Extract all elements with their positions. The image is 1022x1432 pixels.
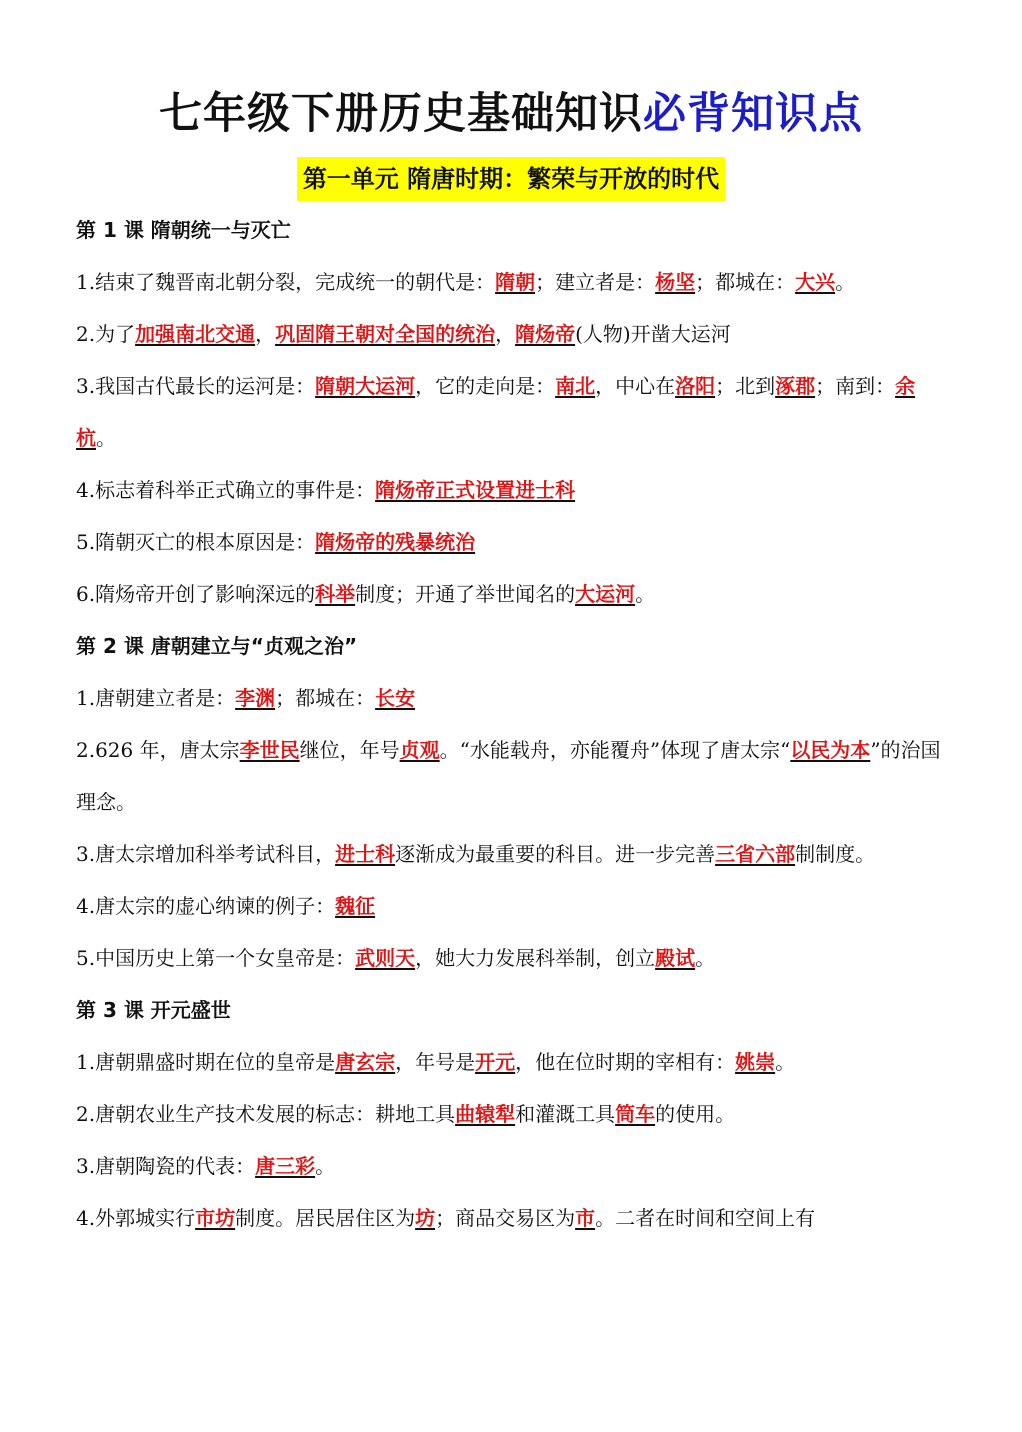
key-term: 加强南北交通 [135, 322, 256, 346]
knowledge-item [76, 880, 950, 932]
item-text: 2.626 年，唐太宗 [76, 738, 240, 762]
item-text: 制度。居民居住区为 [235, 1206, 416, 1230]
key-term: 市 [575, 1206, 596, 1230]
item-text: ；都城在： [695, 270, 796, 294]
item-text: 。 [96, 426, 116, 450]
knowledge-item [76, 1140, 950, 1192]
item-text: 5.隋朝灭亡的根本原因是： [76, 530, 316, 554]
key-term: 姚崇 [735, 1050, 776, 1074]
key-term: 三省六部 [715, 842, 796, 866]
item-text: 制制度。 [795, 842, 876, 866]
knowledge-item [76, 516, 950, 568]
knowledge-item [76, 308, 950, 360]
knowledge-item [76, 1192, 950, 1244]
lesson-section [76, 620, 950, 984]
lesson-heading: 第 3 课 开元盛世 [76, 998, 231, 1022]
item-text: 。“水能载舟，亦能覆舟”体现了唐太宗“ [439, 738, 791, 762]
item-text: 。 [315, 1154, 336, 1178]
key-term: 唐玄宗 [335, 1050, 396, 1074]
key-term: 进士科 [335, 842, 396, 866]
key-term: 隋炀帝的残暴统治 [315, 530, 476, 554]
item-text: ；商品交易区为 [435, 1206, 576, 1230]
lesson-section [76, 984, 950, 1244]
key-term: 巩固隋王朝对全国的统治 [275, 322, 496, 346]
key-term: 洛阳 [675, 374, 716, 398]
page-title [0, 84, 1022, 144]
key-term: 魏征 [335, 894, 376, 918]
key-term: 以民为本 [790, 738, 871, 762]
knowledge-item [76, 932, 950, 984]
item-text: 的使用。 [655, 1102, 736, 1126]
item-text: 逐渐成为最重要的科目。进一步完善 [395, 842, 716, 866]
item-text: 。 [635, 582, 656, 606]
key-term: 武则天 [355, 946, 416, 970]
key-term: 长安 [375, 686, 416, 710]
key-term: 曲辕犁 [455, 1102, 516, 1126]
knowledge-item [76, 568, 950, 620]
lesson-section [76, 204, 950, 620]
item-text: 1.唐朝建立者是： [76, 686, 236, 710]
knowledge-item [76, 1088, 950, 1140]
unit-banner [0, 157, 1022, 201]
item-text: 制度；开通了举世闻名的 [355, 582, 576, 606]
knowledge-item [76, 256, 950, 308]
key-term: 唐三彩 [255, 1154, 316, 1178]
item-text: 3.唐朝陶瓷的代表： [76, 1154, 256, 1178]
item-text: 1.唐朝鼎盛时期在位的皇帝是 [76, 1050, 336, 1074]
unit-title: 第一单元 隋唐时期：繁荣与开放的时代 [297, 157, 725, 201]
item-text: 4.唐太宗的虚心纳谏的例子： [76, 894, 336, 918]
item-text: ；南到： [815, 374, 896, 398]
key-term: 贞观 [399, 738, 440, 762]
item-text: 。二者在时间和空间上有 [595, 1206, 816, 1230]
key-term: 隋朝大运河 [315, 374, 416, 398]
item-text: 2.为了 [76, 322, 136, 346]
item-text: ，她大力发展科举制，创立 [415, 946, 656, 970]
knowledge-item [76, 360, 950, 464]
item-text: 。 [695, 946, 716, 970]
item-text: 继位，年号 [299, 738, 400, 762]
item-text: 4.外郭城实行 [76, 1206, 196, 1230]
item-text: (人物)开凿大运河 [575, 322, 731, 346]
item-text: 3.唐太宗增加科举考试科目， [76, 842, 336, 866]
knowledge-item [76, 464, 950, 516]
key-term: 南北 [555, 374, 596, 398]
title-main: 七年级下册历史基础知识 [159, 89, 643, 139]
item-text: ；建立者是： [535, 270, 656, 294]
key-term: 市坊 [195, 1206, 236, 1230]
item-text: ；北到 [715, 374, 776, 398]
lesson-heading: 第 1 课 隋朝统一与灭亡 [76, 218, 291, 242]
title-accent: 必背知识点 [643, 89, 863, 139]
item-text: 和灌溉工具 [515, 1102, 616, 1126]
key-term: 涿郡 [775, 374, 816, 398]
knowledge-item [76, 724, 950, 828]
knowledge-item [76, 672, 950, 724]
key-term: 殿试 [655, 946, 696, 970]
lesson-heading: 第 2 课 唐朝建立与“贞观之治” [76, 634, 358, 658]
key-term: 筒车 [615, 1102, 656, 1126]
item-text: ，他在位时期的宰相有： [515, 1050, 736, 1074]
key-term: 李世民 [239, 738, 300, 762]
item-text: 。 [775, 1050, 796, 1074]
item-text: 。 [835, 270, 856, 294]
key-term: 坊 [415, 1206, 436, 1230]
lesson-content [76, 204, 950, 1244]
item-text: ；都城在： [275, 686, 376, 710]
key-term: 隋炀帝 [515, 322, 576, 346]
item-text: 6.隋炀帝开创了影响深远的 [76, 582, 316, 606]
item-text: ， [255, 322, 276, 346]
item-text: 4.标志着科举正式确立的事件是： [76, 478, 376, 502]
knowledge-item [76, 828, 950, 880]
key-term: 余杭 [76, 374, 916, 450]
item-text: ，它的走向是： [415, 374, 556, 398]
key-term: 隋朝 [495, 270, 536, 294]
item-text: ，年号是 [395, 1050, 476, 1074]
key-term: 大运河 [575, 582, 636, 606]
item-text: 2.唐朝农业生产技术发展的标志：耕地工具 [76, 1102, 456, 1126]
item-text: 3.我国古代最长的运河是： [76, 374, 316, 398]
knowledge-item [76, 1036, 950, 1088]
key-term: 开元 [475, 1050, 516, 1074]
item-text: ”的治国理念。 [76, 738, 941, 814]
key-term: 大兴 [795, 270, 836, 294]
item-text: ，中心在 [595, 374, 676, 398]
key-term: 杨坚 [655, 270, 696, 294]
key-term: 隋炀帝正式设置进士科 [375, 478, 576, 502]
key-term: 李渊 [235, 686, 276, 710]
item-text: 1.结束了魏晋南北朝分裂，完成统一的朝代是： [76, 270, 496, 294]
item-text: ， [495, 322, 516, 346]
item-text: 5.中国历史上第一个女皇帝是： [76, 946, 356, 970]
key-term: 科举 [315, 582, 356, 606]
